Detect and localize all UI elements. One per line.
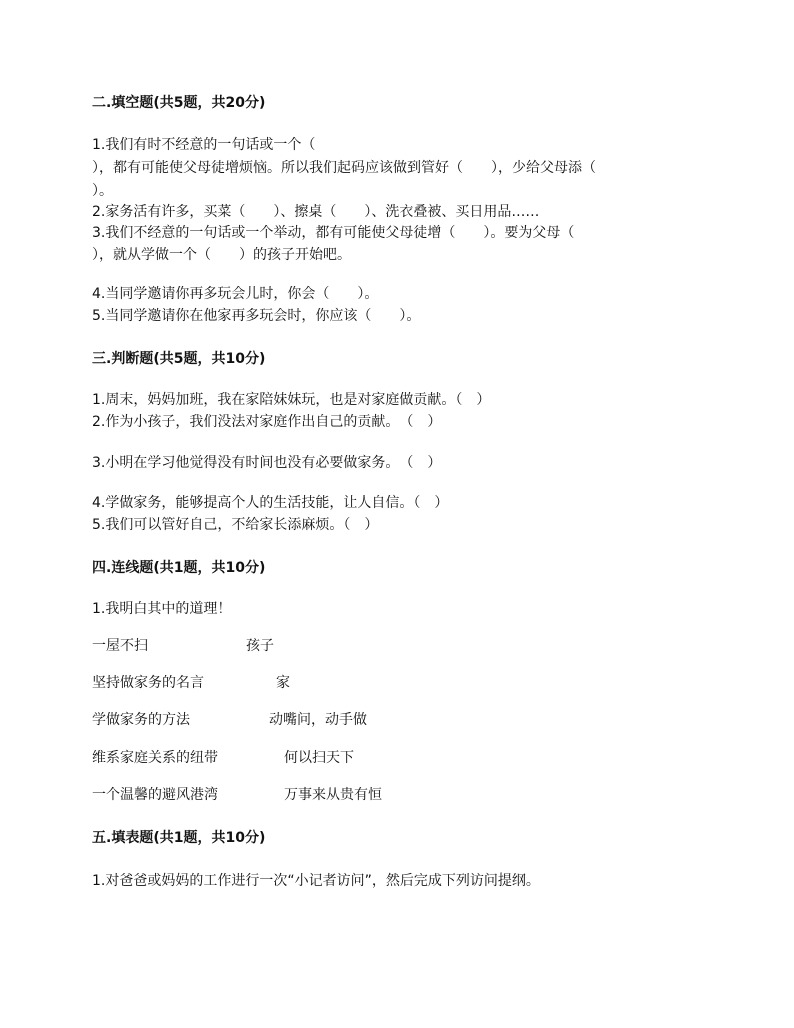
judge-question-4: 4.学做家务，能够提高个人的生活技能，让人自信。（ ） <box>92 495 449 511</box>
match-right-item: 家 <box>276 675 290 691</box>
match-right-item: 万事来从贵有恒 <box>284 787 382 803</box>
match-left-item: 学做家务的方法 <box>92 712 190 728</box>
match-right-item: 何以扫天下 <box>284 750 354 766</box>
fill-question-3-line-2: ），就从学做一个（ ）的孩子开始吧。 <box>92 247 351 263</box>
section-heading-fill-in: 二.填空题(共5题，共20分) <box>92 95 266 111</box>
judge-question-2: 2.作为小孩子，我们没法对家庭作出自己的贡献。 （ ） <box>92 414 442 430</box>
section-heading-true-false: 三.判断题(共5题，共10分) <box>92 351 266 367</box>
match-question-1: 1.我明白其中的道理！ <box>92 601 232 617</box>
section-heading-table-fill: 五.填表题(共1题，共10分) <box>92 830 266 846</box>
match-right-item: 孩子 <box>246 638 274 654</box>
section-heading-matching: 四.连线题(共1题，共10分) <box>92 560 266 576</box>
match-left-item: 坚持做家务的名言 <box>92 675 204 691</box>
match-right-item: 动嘴问，动手做 <box>269 712 367 728</box>
judge-question-3: 3.小明在学习他觉得没有时间也没有必要做家务。 （ ） <box>92 455 442 471</box>
judge-question-1: 1.周末，妈妈加班，我在家陪妹妹玩，也是对家庭做贡献。（ ） <box>92 392 491 408</box>
table-question-1: 1.对爸爸或妈妈的工作进行一次“小记者访问”，然后完成下列访问提纲。 <box>92 873 540 889</box>
fill-question-1-line-3: ）。 <box>92 183 113 199</box>
match-left-item: 一个温馨的避风港湾 <box>92 787 218 803</box>
fill-question-1-line-2: ），都有可能使父母徒增烦恼。所以我们起码应该做到管好（ ），少给父母添（ <box>92 160 596 176</box>
fill-question-1-line-1: 1.我们有时不经意的一句话或一个（ <box>92 137 316 153</box>
fill-question-2: 2.家务活有许多，买菜（ ）、擦桌（ ）、洗衣叠被、买日用品…… <box>92 204 540 220</box>
fill-question-3-line-1: 3.我们不经意的一句话或一个举动，都有可能使父母徒增（ ）。要为父母（ <box>92 225 575 241</box>
fill-question-5: 5.当同学邀请你在他家再多玩会时，你应该（ ）。 <box>92 308 421 324</box>
match-left-item: 维系家庭关系的纽带 <box>92 750 218 766</box>
match-left-item: 一屋不扫 <box>92 638 148 654</box>
judge-question-5: 5.我们可以管好自己，不给家长添麻烦。（ ） <box>92 517 379 533</box>
fill-question-4: 4.当同学邀请你再多玩会儿时，你会（ ）。 <box>92 286 379 302</box>
